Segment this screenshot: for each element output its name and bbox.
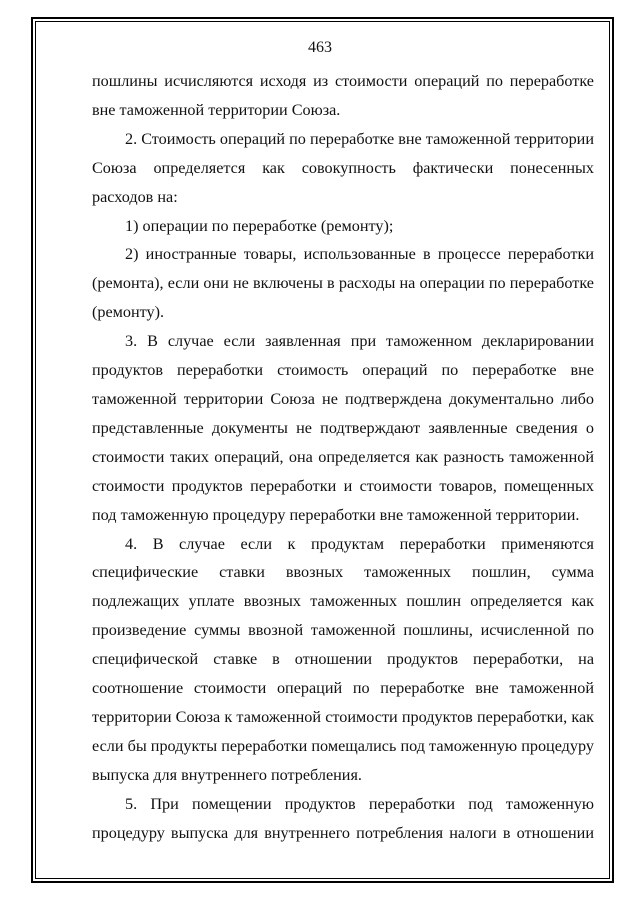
paragraph-subitem-2: 2) иностранные товары, использованные в процессе переработки (ремонта), если они не включены в расходы на операции по переработке (ремонту).: [92, 245, 594, 322]
paragraph-continuation: пошлины исчисляются исходя из стоимости операций по переработке вне таможенной территории Союза.: [92, 72, 594, 119]
paragraph-item-5: 5. При помещении продуктов переработки под таможенную процедуру выпуска для внутреннего потребления налоги в отношении: [92, 794, 594, 842]
paragraph-subitem-1: 1) операции по переработке (ремонту);: [125, 216, 394, 235]
paragraph-item-4: 4. В случае если к продуктам переработки применяются специфические ставки ввозных таможенных пошлин, сумма подлежащих уплате ввозных таможенных пошлин определяется как произведение суммы ввозной таможенной пошлины, исчисленной по специфической ставке в отношении продуктов переработки, на соотношение стоимости операций по переработке вне таможенной территории Союза к таможенной стоимости продуктов переработки, как если бы продукты переработки помещались под таможенную процедуру выпуска для внутреннего потребления.: [92, 534, 594, 784]
document-body: [92, 67, 594, 847]
paragraph-item-2: 2. Стоимость операций по переработке вне таможенной территории Союза определяется как совокупность фактически понесенных расходов на:: [92, 129, 594, 206]
page-number: 463: [308, 39, 332, 56]
paragraph-item-3: 3. В случае если заявленная при таможенном декларировании продуктов переработки стоимость операций по переработке вне таможенной территории Союза не подтверждена документально либо представленные документы не подтверждают заявленные сведения о стоимости таких операций, она определяется как разность таможенной стоимости продуктов переработки и стоимости товаров, помещенных под таможенную процедуру переработки вне таможенной территории.: [92, 332, 594, 524]
